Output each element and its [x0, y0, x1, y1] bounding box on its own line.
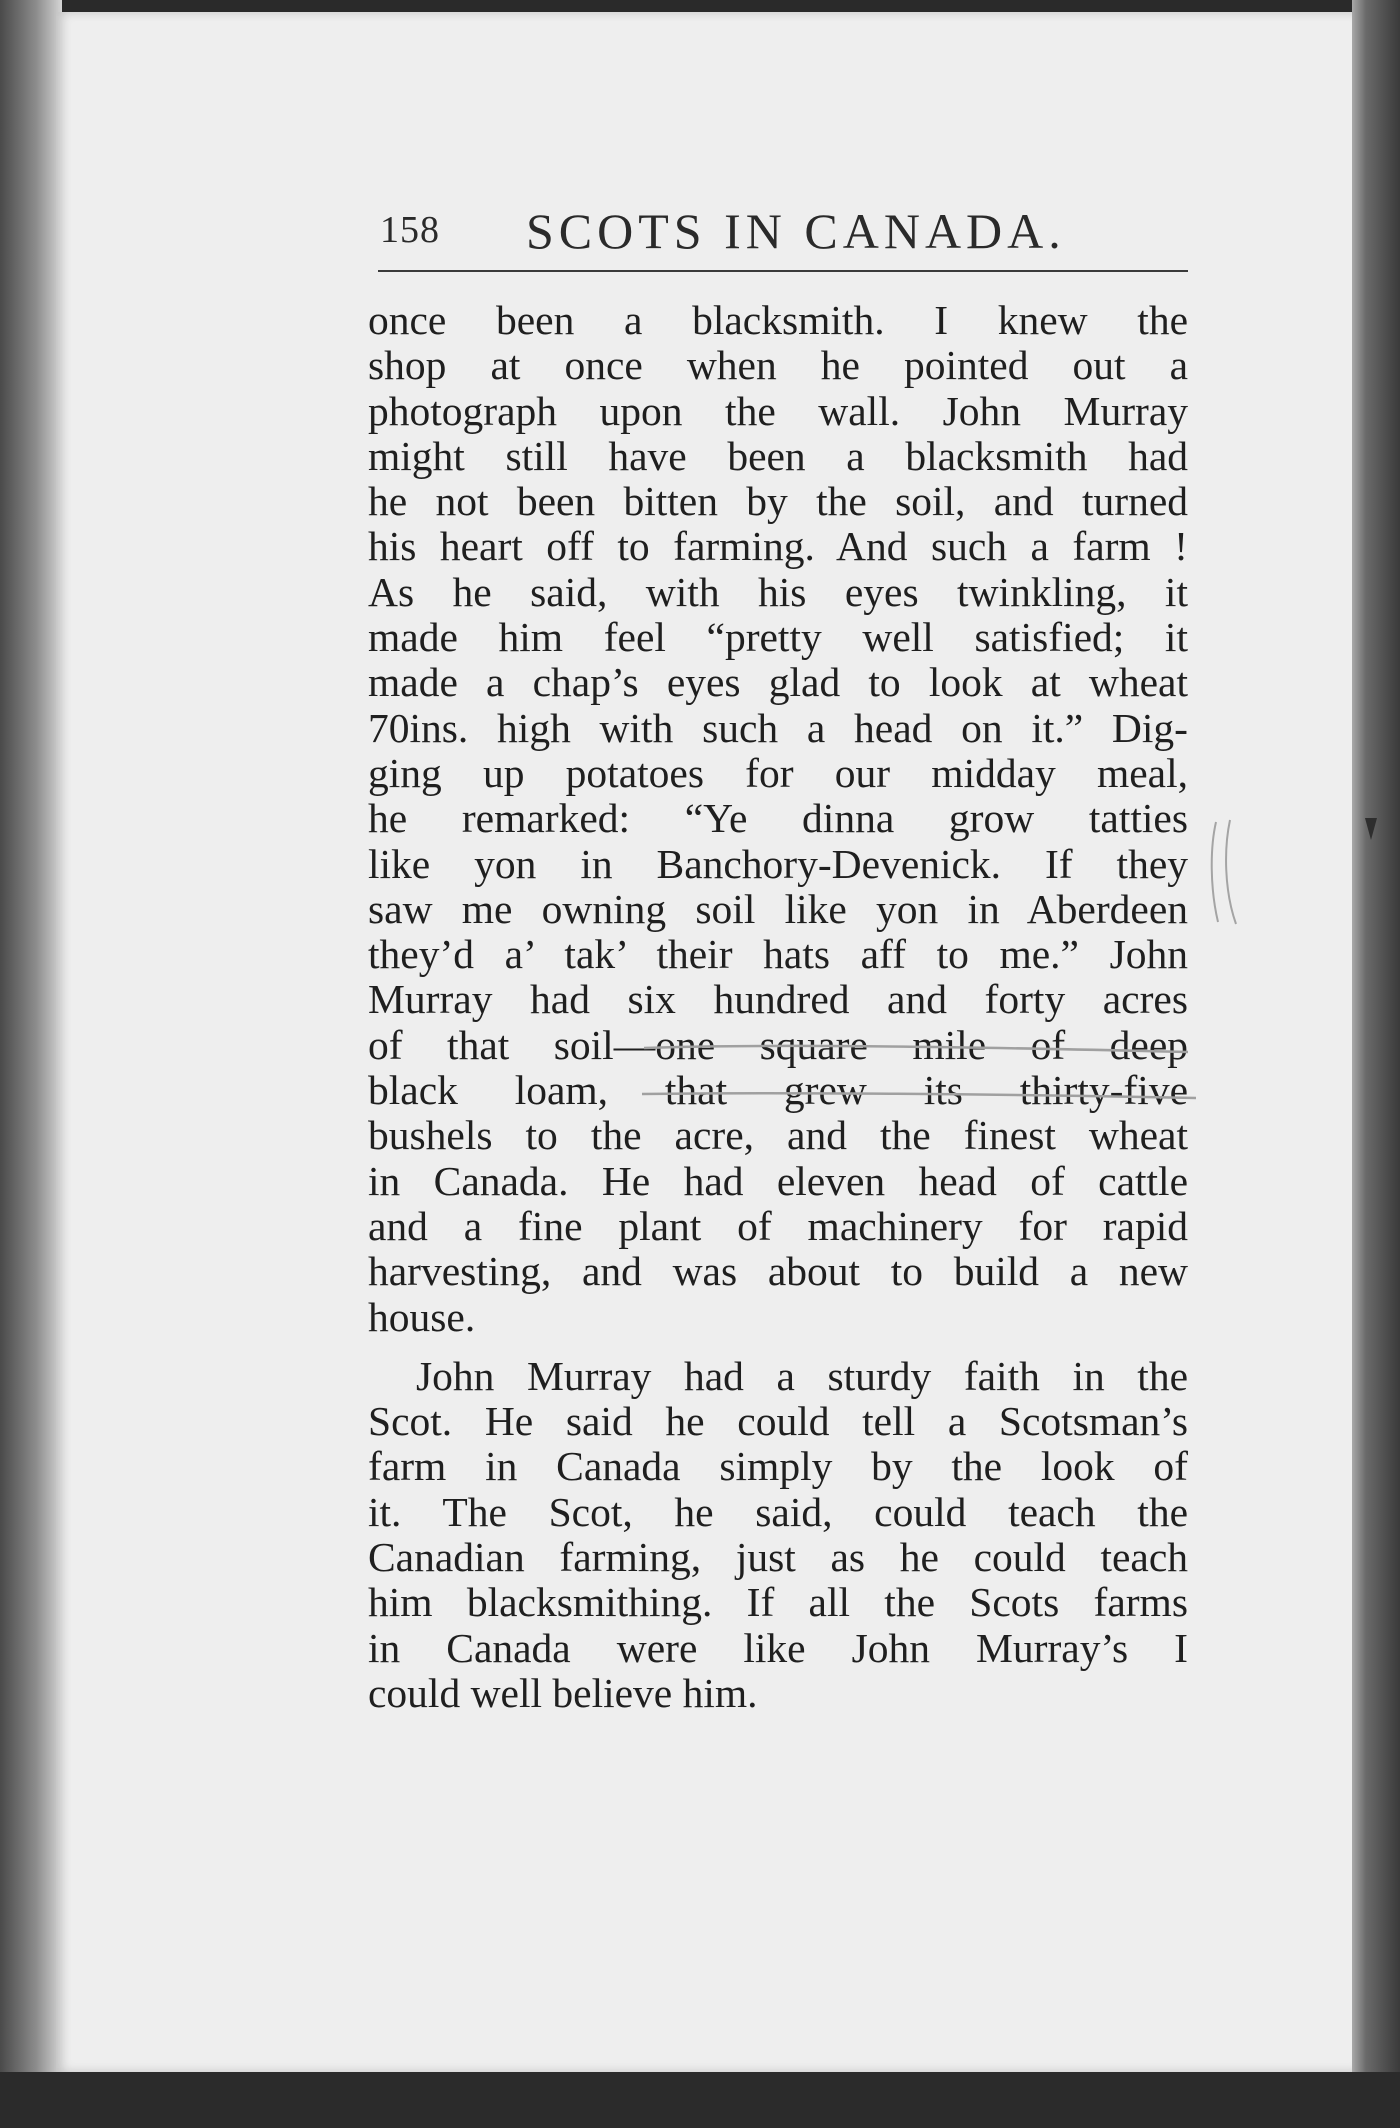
text-line: in Canada were like John Murray’s I	[368, 1624, 1188, 1671]
paragraph-1	[368, 298, 1188, 1340]
text-line: him blacksmithing. If all the Scots farms	[368, 1579, 1188, 1626]
page-number: 158	[380, 209, 440, 251]
text-line: like yon in Banchory-Devenick. If they	[368, 840, 1188, 887]
book-spine-edge	[0, 0, 62, 2128]
text-line: ging up potatoes for our midday meal,	[368, 749, 1188, 796]
text-line: bushels to the acre, and the finest wheat	[368, 1112, 1188, 1159]
text-line: shop at once when he pointed out a	[368, 342, 1188, 389]
text-line: and a fine plant of machinery for rapid	[368, 1202, 1188, 1249]
paragraph-2	[368, 1354, 1188, 1716]
text-line: once been a blacksmith. I knew the	[368, 297, 1188, 343]
text-line: might still have been a blacksmith had	[368, 432, 1188, 479]
text-line: saw me owning soil like yon in Aberdeen	[368, 885, 1188, 932]
page-edge-tick-icon	[1362, 810, 1380, 850]
text-line: made a chap’s eyes glad to look at wheat	[368, 659, 1188, 706]
text-line: photograph upon the wall. John Murray	[368, 387, 1188, 434]
pencil-underline-mark	[640, 1042, 1200, 1102]
pencil-margin-mark-icon	[1208, 818, 1242, 928]
text-line: he not been bitten by the soil, and turned	[368, 478, 1188, 525]
text-line: As he said, with his eyes twinkling, it	[368, 568, 1188, 615]
text-line: Scot. He said he could tell a Scotsman’s	[368, 1398, 1188, 1445]
text-line: it. The Scot, he said, could teach the	[368, 1488, 1188, 1535]
text-line: made him feel “pretty well satisfied; it	[368, 614, 1188, 661]
text-line: of that soil—one square mile of deep	[368, 1021, 1188, 1068]
running-header	[378, 200, 1188, 272]
paragraph-gap	[368, 1340, 1188, 1354]
text-line: in Canada. He had eleven head of cattle	[368, 1157, 1188, 1204]
text-line: Murray had six hundred and forty acres	[368, 976, 1188, 1023]
text-line: harvesting, and was about to build a new	[368, 1248, 1188, 1295]
text-line: black loam, that grew its thirty-five	[368, 1067, 1188, 1114]
running-title: SCOTS IN CANADA.	[526, 203, 1066, 259]
text-line: he remarked: “Ye dinna grow tatties	[368, 795, 1188, 842]
text-line: house.	[368, 1293, 476, 1340]
text-line: they’d a’ tak’ their hats aff to me.” John	[368, 931, 1188, 978]
text-line: 70ins. high with such a head on it.” Dig-	[368, 704, 1188, 751]
page-right-shadow	[1352, 0, 1400, 2128]
text-line: John Murray had a sturdy faith in the	[416, 1352, 1188, 1399]
text-line: Canadian farming, just as he could teach	[368, 1534, 1188, 1581]
text-line: could well believe him.	[368, 1669, 758, 1716]
body-text	[368, 298, 1188, 1716]
text-line: his heart off to farming. And such a farm !	[368, 523, 1188, 570]
scan-bottom-band	[0, 2072, 1400, 2128]
text-line: farm in Canada simply by the look of	[368, 1443, 1188, 1490]
